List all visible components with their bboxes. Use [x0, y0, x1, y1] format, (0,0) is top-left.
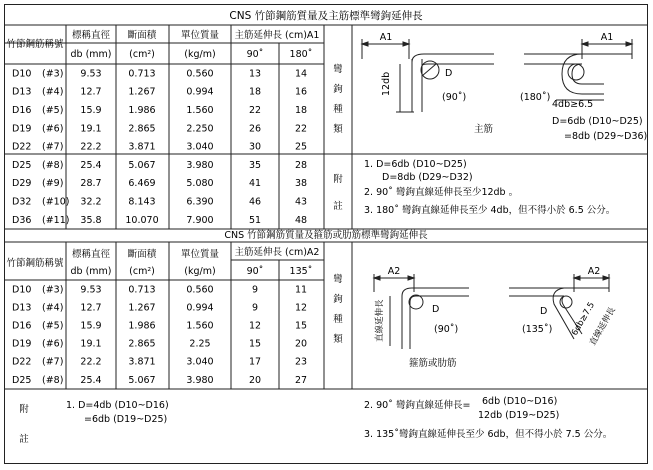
svg-text:類: 類 — [333, 334, 343, 345]
table-cell: (#7) — [42, 141, 64, 153]
header-area-unit: (cm²) — [129, 49, 155, 60]
table-cell: 2.25 — [189, 338, 211, 350]
table-cell: 20 — [248, 374, 262, 386]
table-cell: 30 — [248, 141, 262, 153]
svg-text:1. D=6db (D10~D25): 1. D=6db (D10~D25) — [364, 159, 467, 170]
table-cell: 13 — [248, 68, 262, 80]
table-cell: 43 — [294, 196, 308, 208]
svg-text:註: 註 — [19, 434, 29, 445]
header-area-2: 斷面積 — [127, 249, 157, 260]
table-cell: (#8) — [42, 374, 64, 386]
table-cell: D25 — [12, 374, 32, 386]
table-cell: 12.7 — [80, 86, 102, 98]
header-bar-no: 竹節鋼筋稱號 — [6, 39, 64, 50]
svg-text:A2: A2 — [387, 266, 401, 277]
table-cell: 22.2 — [80, 141, 102, 153]
table-cell: 1.560 — [186, 320, 214, 332]
svg-text:2. 90˚ 彎鉤直線延伸長=: 2. 90˚ 彎鉤直線延伸長= — [364, 400, 471, 411]
table-cell: 7.900 — [186, 214, 214, 226]
header-diameter-unit-2: db (mm) — [70, 266, 112, 277]
svg-text:12db: 12db — [381, 71, 392, 96]
table-cell: 3.040 — [186, 356, 214, 368]
table-cell: 0.560 — [186, 68, 214, 80]
svg-text:附: 附 — [333, 174, 343, 185]
table-cell: (#10) — [42, 196, 70, 208]
table-cell: 32.2 — [80, 196, 102, 208]
table-cell: 3.980 — [186, 159, 214, 171]
table-cell: 25.4 — [80, 159, 102, 171]
table-cell: 2.865 — [128, 338, 156, 350]
svg-text:D: D — [540, 306, 548, 317]
table-cell: 35.8 — [80, 214, 102, 226]
table-cell: 22.2 — [80, 356, 102, 368]
table-cell: D32 — [12, 196, 32, 208]
table-cell: 35 — [248, 159, 262, 171]
table-cell: 5.067 — [128, 159, 156, 171]
table-cell: 2.250 — [186, 123, 214, 135]
table-cell: 1.560 — [186, 105, 214, 117]
table-cell: 1.267 — [128, 86, 156, 98]
svg-text:2. 90˚ 彎鉤直線延伸長至少12db 。: 2. 90˚ 彎鉤直線延伸長至少12db 。 — [364, 187, 519, 198]
svg-text:=8db (D29~D36): =8db (D29~D36) — [564, 131, 648, 142]
svg-text:類: 類 — [333, 124, 343, 135]
svg-text:種: 種 — [333, 314, 343, 325]
header-mass: 單位質量 — [180, 30, 220, 41]
table-cell: (#8) — [42, 159, 64, 171]
svg-text:(180˚): (180˚) — [520, 92, 551, 103]
svg-text:D: D — [445, 68, 453, 79]
stirrup-diagram-labels — [374, 266, 618, 369]
table-cell: (#4) — [42, 86, 64, 98]
table-cell: D25 — [12, 159, 32, 171]
bottom-table-rows — [12, 284, 307, 386]
svg-text:1. D=4db (D10~D16): 1. D=4db (D10~D16) — [66, 400, 169, 411]
table-cell: (#7) — [42, 356, 64, 368]
table-cell: 9 — [251, 284, 259, 296]
table-cell: D13 — [12, 302, 32, 314]
svg-text:鉤: 鉤 — [333, 84, 343, 95]
table-cell: D22 — [12, 141, 32, 153]
table-cell: 26 — [248, 123, 262, 135]
table-cell: (#11) — [42, 214, 70, 226]
table-cell: 1.267 — [128, 302, 156, 314]
table-cell: 1.986 — [128, 105, 156, 117]
table-cell: 5.067 — [128, 374, 156, 386]
stirrup-hook-diagram — [374, 274, 609, 349]
header-diameter: 標稱直徑 — [71, 30, 111, 41]
table-cell: 38 — [294, 178, 308, 190]
table-cell: 6.469 — [128, 178, 156, 190]
svg-text:6db≥7.5: 6db≥7.5 — [569, 300, 598, 338]
table-cell: D19 — [12, 123, 32, 135]
top-title: CNS 竹節鋼筋質量及主筋標準彎鉤延伸長 — [229, 10, 423, 22]
table-cell: D16 — [12, 105, 32, 117]
svg-text:彎: 彎 — [333, 274, 343, 285]
svg-text:A2: A2 — [587, 266, 601, 277]
header-90: 90˚ — [246, 49, 264, 60]
svg-text:附: 附 — [19, 404, 29, 415]
svg-text:D: D — [432, 304, 440, 315]
table-cell: D13 — [12, 86, 32, 98]
header-mass-unit: (kg/m) — [184, 49, 216, 60]
table-cell: 15 — [248, 338, 262, 350]
svg-text:直線延伸長: 直線延伸長 — [587, 305, 618, 348]
svg-text:3. 180˚ 彎鉤直線延伸長至少 4db，但不得小於 6: 3. 180˚ 彎鉤直線延伸長至少 4db，但不得小於 6.5 公分。 — [364, 205, 616, 216]
svg-text:(135˚): (135˚) — [522, 324, 553, 335]
table-cell: 14 — [294, 68, 308, 80]
header-area: 斷面積 — [127, 30, 157, 41]
table-cell: 51 — [248, 214, 262, 226]
header-diameter-2: 標稱直徑 — [71, 249, 111, 260]
main-bar-diagram-labels — [380, 32, 648, 142]
table-cell: 12 — [294, 302, 308, 314]
table-cell: (#4) — [42, 302, 64, 314]
table-cell: 46 — [248, 196, 262, 208]
svg-text:A1: A1 — [379, 32, 393, 43]
table-cell: 0.713 — [128, 68, 156, 80]
table-cell: (#6) — [42, 123, 64, 135]
table-cell: 41 — [248, 178, 262, 190]
hook-type-label-top — [333, 63, 343, 135]
table-cell: 12 — [248, 320, 262, 332]
table-cell: 0.994 — [186, 302, 214, 314]
table-cell: D36 — [12, 214, 32, 226]
svg-text:12db (D19~D25): 12db (D19~D25) — [478, 410, 560, 421]
table-cell: (#5) — [42, 105, 64, 117]
table-cell: 22 — [248, 105, 262, 117]
table-cell: D29 — [12, 178, 32, 190]
table-cell: 22 — [294, 123, 308, 135]
table-cell: 27 — [294, 374, 308, 386]
svg-text:彎: 彎 — [333, 64, 343, 75]
header-ext-main: 主筋延伸長 (cm)A1 — [234, 30, 320, 41]
svg-text:D=8db (D29~D32): D=8db (D29~D32) — [382, 172, 473, 183]
table-cell: 20 — [294, 338, 308, 350]
table-cell: D16 — [12, 320, 32, 332]
table-cell: 28 — [294, 159, 308, 171]
top-table-rows — [12, 68, 307, 225]
header-ext-stirrup: 主筋延伸長 (cm)A2 — [234, 247, 320, 258]
table-cell: 25 — [294, 141, 308, 153]
table-cell: 28.7 — [80, 178, 102, 190]
table-cell: 3.040 — [186, 141, 214, 153]
table-cell: 25.4 — [80, 374, 102, 386]
svg-text:主筋: 主筋 — [474, 124, 494, 135]
table-cell: 2.865 — [128, 123, 156, 135]
table-cell: 15.9 — [80, 105, 102, 117]
table-cell: 3.871 — [128, 141, 156, 153]
table-cell: D19 — [12, 338, 32, 350]
svg-text:3. 135˚彎鉤直線延伸長至少 6db，但不得小於 7.: 3. 135˚彎鉤直線延伸長至少 6db，但不得小於 7.5 公分。 — [364, 429, 613, 440]
svg-text:註: 註 — [333, 201, 343, 212]
header-area-unit-2: (cm²) — [129, 266, 155, 277]
svg-text:A1: A1 — [600, 32, 614, 43]
table-cell: (#9) — [42, 178, 64, 190]
svg-text:D=6db (D10~D25): D=6db (D10~D25) — [552, 116, 643, 127]
table-cell: 5.080 — [186, 178, 214, 190]
table-cell: 19.1 — [80, 338, 102, 350]
table-cell: 18 — [248, 86, 262, 98]
bottom-notes — [66, 396, 612, 440]
table-cell: 9 — [251, 302, 259, 314]
svg-text:6db (D10~D16): 6db (D10~D16) — [482, 396, 558, 407]
table-cell: 48 — [294, 214, 308, 226]
table-cell: 0.994 — [186, 86, 214, 98]
table-cell: 12.7 — [80, 302, 102, 314]
header-mass-2: 單位質量 — [180, 249, 220, 260]
table-cell: D22 — [12, 356, 32, 368]
header-mass-unit-2: (kg/m) — [184, 266, 216, 277]
table-cell: 6.390 — [186, 196, 214, 208]
table-cell: D10 — [12, 68, 32, 80]
table-cell: D10 — [12, 284, 32, 296]
svg-text:4db≥6.5: 4db≥6.5 — [552, 99, 594, 110]
top-notes — [364, 159, 615, 216]
table-cell: 23 — [294, 356, 308, 368]
table-cell: 8.143 — [128, 196, 156, 208]
header-90-2: 90˚ — [246, 266, 264, 277]
hook-type-label-bottom — [333, 273, 343, 345]
mid-title: CNS 竹節鋼筋質量及箍筋或肋筋標準彎鉤延伸長 — [224, 230, 428, 241]
table-cell: (#3) — [42, 284, 64, 296]
spec-drawing — [4, 4, 648, 464]
table-cell: 0.713 — [128, 284, 156, 296]
table-cell: 3.871 — [128, 356, 156, 368]
table-cell: 17 — [248, 356, 262, 368]
table-cell: 19.1 — [80, 123, 102, 135]
table-cell: 1.986 — [128, 320, 156, 332]
svg-text:直線延伸長: 直線延伸長 — [375, 299, 385, 342]
svg-text:鉤: 鉤 — [333, 294, 343, 305]
table-cell: 10.070 — [125, 214, 159, 226]
header-135: 135˚ — [289, 266, 313, 277]
svg-text:種: 種 — [333, 104, 343, 115]
note-label-bottom — [19, 403, 29, 445]
table-cell: 0.560 — [186, 284, 214, 296]
table-cell: 16 — [294, 86, 308, 98]
header-bar-no-2: 竹節鋼筋稱號 — [6, 258, 64, 269]
table-cell: 9.53 — [80, 284, 102, 296]
table-cell: 15 — [294, 320, 308, 332]
svg-text:(90˚): (90˚) — [434, 324, 459, 335]
rebar-spec-sheet — [4, 4, 648, 464]
svg-text:(90˚): (90˚) — [442, 92, 467, 103]
table-cell: 3.980 — [186, 374, 214, 386]
table-cell: 11 — [294, 284, 308, 296]
table-cell: 15.9 — [80, 320, 102, 332]
header-diameter-unit: db (mm) — [70, 49, 112, 60]
table-cell: 18 — [294, 105, 308, 117]
svg-text:=6db (D19~D25): =6db (D19~D25) — [84, 414, 168, 425]
table-cell: 9.53 — [80, 68, 102, 80]
table-cell: (#5) — [42, 320, 64, 332]
svg-text:箍筋或肋筋: 箍筋或肋筋 — [409, 358, 457, 369]
note-label-top — [333, 173, 343, 212]
table-cell: (#6) — [42, 338, 64, 350]
header-180: 180˚ — [289, 49, 313, 60]
table-cell: (#3) — [42, 68, 64, 80]
